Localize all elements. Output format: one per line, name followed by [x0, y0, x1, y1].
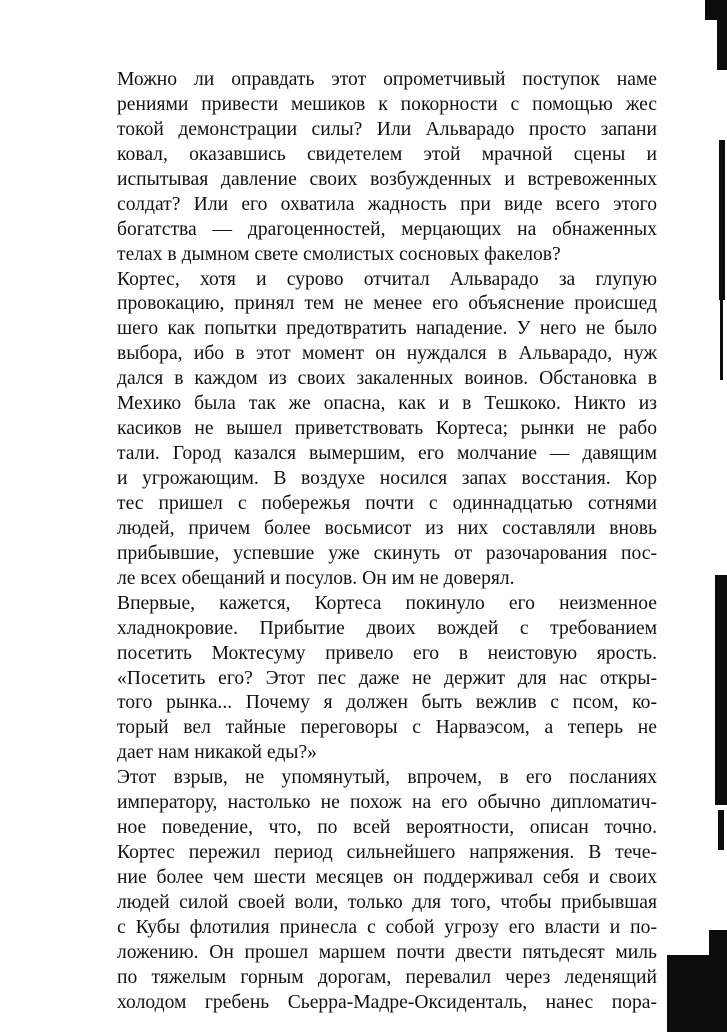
text-line: хладнокровие. Прибытие двоих вождей с требованием	[117, 617, 657, 639]
text-line: телах в дымном свете смолистых сосновых факелов?	[117, 243, 561, 265]
text-line: выбора, ибо в этот момент он нуждался в Альварадо, нуж	[117, 343, 657, 365]
text-line: испытывая давление своих возбужденных и встревоженных	[117, 168, 657, 190]
text-line: дался в каждом из своих закаленных воинов. Обстановка в	[117, 368, 657, 390]
text-line: рениями привести мешиков к покорности с помощью жес	[117, 93, 657, 115]
text-line: богатства — драгоценностей, мерцающих на обнаженных	[117, 218, 657, 240]
text-line: и угрожающим. В воздухе носился запах восстания. Кор	[117, 468, 657, 489]
text-line: тес пришел с побережья почти с одиннадцатью сотнями	[117, 492, 657, 514]
text-line: Мехико была так же опасна, как и в Тешкоко. Никто из	[117, 393, 657, 415]
text-line: торый вел тайные переговоры с Нарваэсом, а теперь не	[117, 717, 657, 739]
text-line: Кортес пережил период сильнейшего напряжения. В тече-	[117, 842, 657, 864]
text-line: посетить Моктесуму привело его в неистовую ярость.	[117, 642, 657, 664]
text-line: ковал, оказавшись свидетелем этой мрачной сцены и	[117, 143, 657, 165]
text-line: с Кубы флотилия принесла с собой угрозу его власти и по-	[117, 916, 657, 938]
text-line: ложению. Он прошел маршем почти двести пятьдесят миль	[117, 941, 657, 963]
text-line: шего как попытки предотвратить нападение. У него не было	[117, 318, 657, 340]
text-line: солдат? Или его охватила жадность при виде всего этого	[117, 193, 657, 215]
text-line: людей, причем более восьмисот из них составляли вновь	[117, 517, 657, 539]
text-line: токой демонстрации силы? Или Альварадо просто запани	[117, 118, 657, 140]
text-line: императору, настолько не похож на его обычно дипломатич-	[117, 792, 657, 814]
body-text	[117, 68, 657, 1016]
text-line: дает нам никакой еды?»	[117, 742, 317, 764]
text-line: холодом гребень Сьерра-Мадре-Оксиденталь, нанес пора-	[117, 991, 657, 1013]
paragraph-first-line: Кортес, хотя и сурово отчитал Альварадо за глупую	[117, 268, 657, 290]
text-line: Можно ли оправдать этот опрометчивый поступок наме	[117, 69, 657, 90]
paragraph-first-line: Впервые, кажется, Кортеса покинуло его неизменное	[117, 592, 657, 614]
text-line: провокацию, принял тем не менее его объяснение происшед	[117, 293, 657, 315]
text-line: тали. Город казался вымершим, его молчание — давящим	[117, 443, 657, 465]
text-line: людей силой своей воли, только для того, чтобы прибывшая	[117, 891, 657, 913]
text-line: «Посетить его? Этот пес даже не держит для нас откры-	[117, 667, 657, 689]
text-line: того рынка... Почему я должен быть вежлив с псом, ко-	[117, 692, 657, 714]
text-line: прибывшие, успевшие уже скинуть от разочарования пос-	[117, 542, 657, 564]
text-line: ле всех обещаний и посулов. Он им не доверял.	[117, 567, 515, 589]
scan-shadow-top	[717, 0, 727, 70]
scan-shadow-edge	[720, 300, 723, 380]
scan-shadow-edge	[715, 575, 727, 805]
text-line: ние более чем шести месяцев он поддерживал себя и своих	[117, 867, 657, 888]
text-line: по тяжелым горным дорогам, перевалил через леденящий	[117, 966, 657, 988]
scan-shadow-bottom	[667, 955, 727, 1032]
paragraph-first-line: Этот взрыв, не упомянутый, впрочем, в его посланиях	[117, 767, 657, 789]
scan-shadow-edge	[719, 140, 725, 300]
text-line: касиков не вышел приветствовать Кортеса; рынки не рабо	[117, 418, 657, 440]
text-line: ное поведение, что, по всей вероятности, описан точно.	[117, 817, 657, 839]
scan-shadow-edge	[718, 810, 724, 850]
